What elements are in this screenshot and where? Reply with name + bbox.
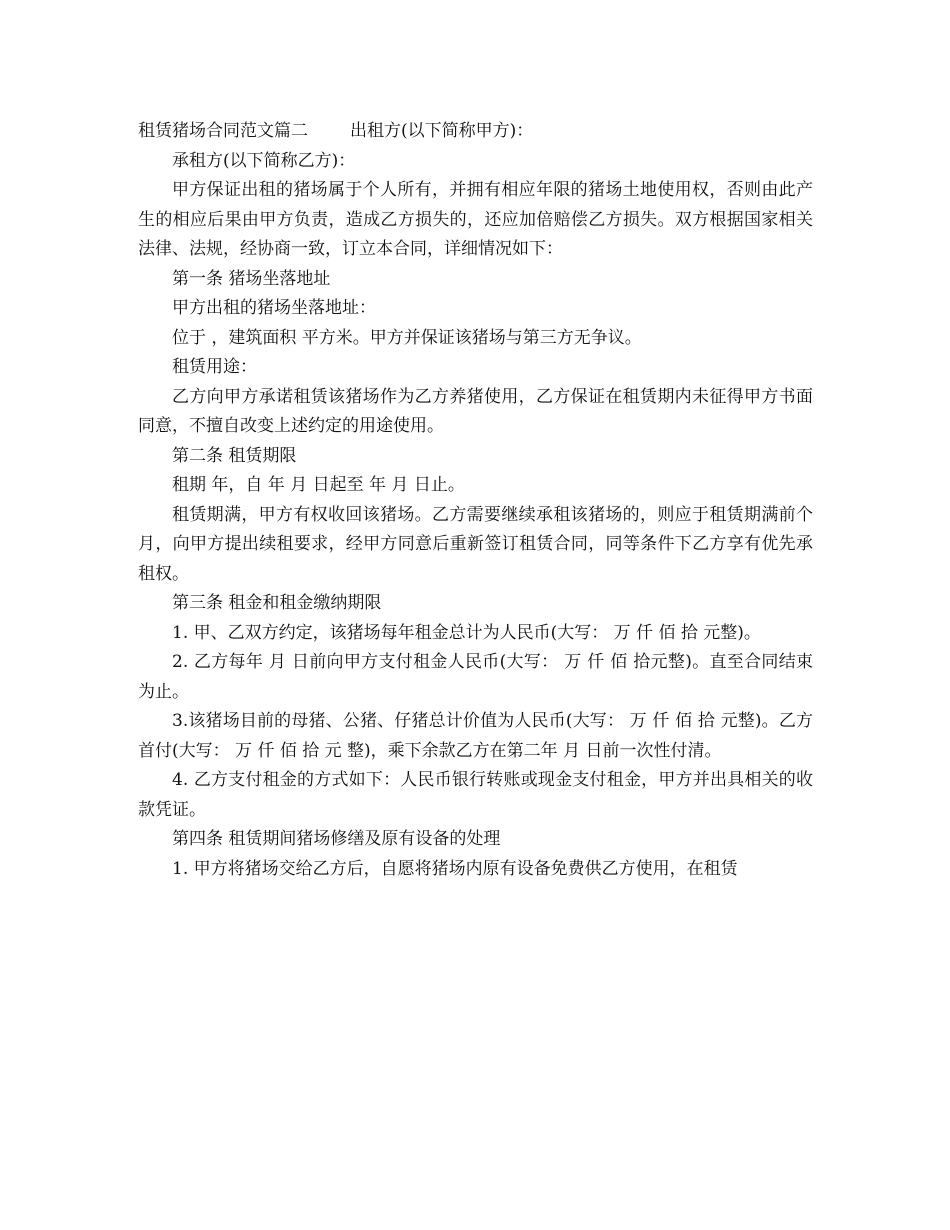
lessor-line: 出租方(以下简称甲方)： xyxy=(350,121,534,141)
paragraph-rent-2: 2. 乙方每年 月 日前向甲方支付租金人民币(大写： 万 仟 佰 拾元整)。直至合同结束为止。 xyxy=(138,652,813,702)
document-title-line xyxy=(138,117,813,147)
paragraph-rent-4: 4. 乙方支付租金的方式如下：人民币银行转账或现金支付租金，甲方并出具相关的收款凭证。 xyxy=(138,770,813,820)
article-4-heading: 第四条 租赁期间猪场修缮及原有设备的处理 xyxy=(172,829,501,849)
paragraph-address-label: 甲方出租的猪场坐落地址： xyxy=(172,298,376,318)
paragraph-address: 位于 ，建筑面积 平方米。甲方并保证该猪场与第三方无争议。 xyxy=(172,327,642,348)
article-3-heading: 第三条 租金和租金缴纳期限 xyxy=(172,593,382,613)
paragraph-use-label: 租赁用途： xyxy=(172,357,257,377)
paragraph-rent-1: 1. 甲、乙双方约定，该猪场每年租金总计为人民币(大写： 万 仟 佰 拾 元整)。 xyxy=(172,622,761,643)
document-title: 租赁猪场合同范文篇二 xyxy=(138,121,308,141)
article-1-heading: 第一条 猪场坐落地址 xyxy=(172,268,331,289)
paragraph-intro: 甲方保证出租的猪场属于个人所有，并拥有相应年限的猪场土地使用权，否则由此产生的相应后果由甲方负责，造成乙方损失的，还应加倍赔偿乙方损失。双方根据国家相关法律、法规，经协商一致，订立本合同，详细情况如下： xyxy=(138,180,813,259)
paragraph-rent-3: 3.该猪场目前的母猪、公猪、仔猪总计价值为人民币(大写： 万 仟 佰 拾 元整)。乙方首付(大写： 万 仟 佰 拾 元 整)，乘下余款乙方在第二年 月 日前一次性付清。 xyxy=(138,711,813,761)
article-2-heading: 第二条 租赁期限 xyxy=(172,445,297,466)
paragraph-use: 乙方向甲方承诺租赁该猪场作为乙方养猪使用，乙方保证在租赁期内未征得甲方书面同意，不擅自改变上述约定的用途使用。 xyxy=(138,386,813,436)
paragraph-renewal: 租赁期满，甲方有权收回该猪场。乙方需要继续承租该猪场的，则应于租赁期满前个月，向甲方提出续租要求，经甲方同意后重新签订租赁合同，同等条件下乙方享有优先承租权。 xyxy=(138,504,813,584)
paragraph-term: 租期 年，自 年 月 日起至 年 月 日止。 xyxy=(172,475,465,495)
paragraph-repair-1: 1. 甲方将猪场交给乙方后，自愿将猪场内原有设备免费供乙方使用，在租赁 xyxy=(172,858,738,879)
document-body xyxy=(138,117,813,884)
paragraph-lessee: 承租方(以下简称乙方)： xyxy=(172,150,356,171)
